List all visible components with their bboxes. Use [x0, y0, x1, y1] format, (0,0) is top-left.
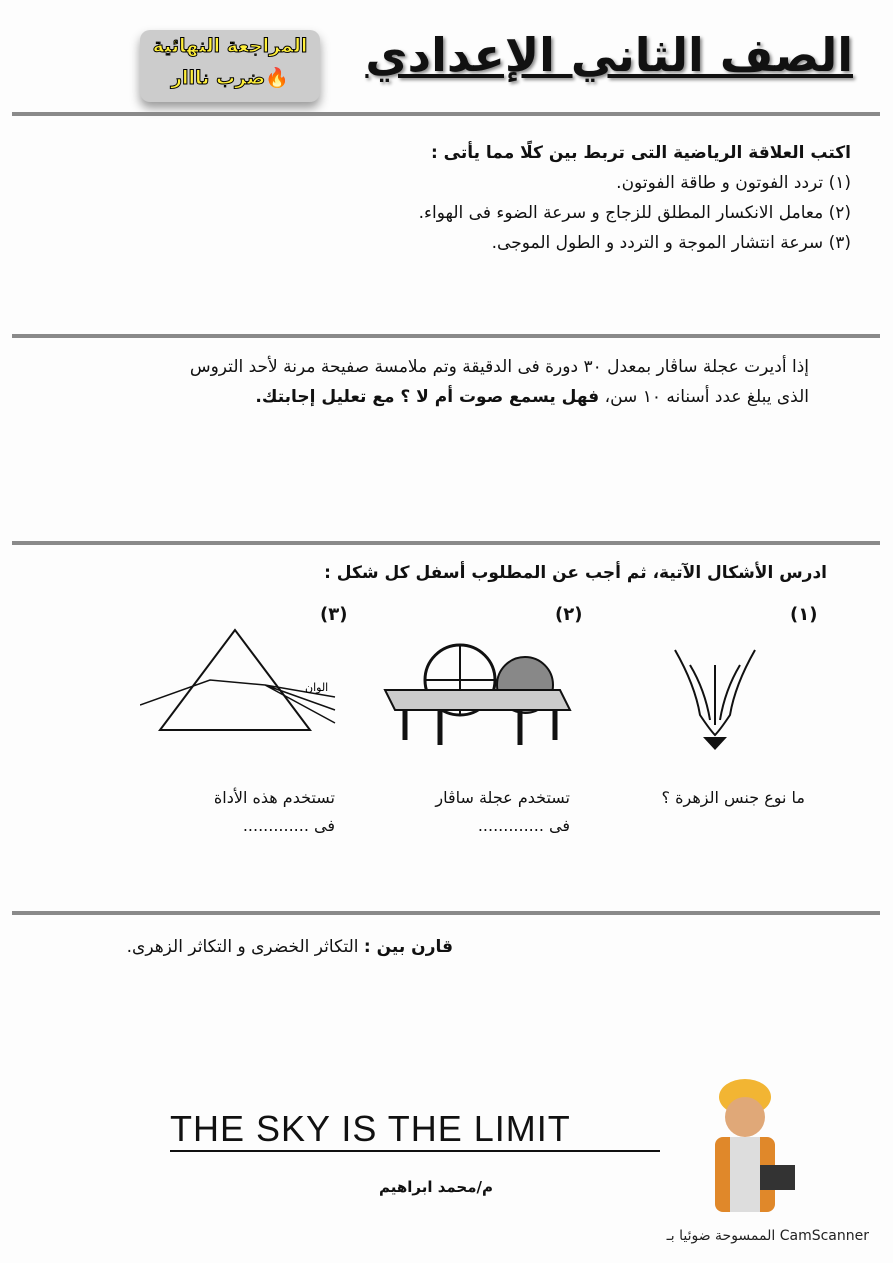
question-2 — [69, 352, 809, 412]
engineer-cartoon — [690, 1075, 805, 1215]
question-4-label: قارن بين : — [363, 937, 453, 957]
figure-1-caption — [662, 784, 805, 812]
divider — [12, 112, 880, 116]
question-2-emphasis: فهل يسمع صوت أم لا ؟ مع تعليل إجابتك. — [255, 387, 600, 407]
page-title: الصف الثاني الإعدادي — [365, 28, 853, 82]
author-name: م/محمد ابراهيم — [378, 1178, 493, 1196]
motto: THE SKY IS THE LIMIT — [170, 1108, 660, 1152]
badge-line-2: ضرب نااار🔥 — [171, 67, 289, 89]
figure-number: (٢) — [555, 604, 583, 625]
question-1-prompt: اكتب العلاقة الرياضية التى تربط بين كلًا مما يأتى : — [430, 143, 851, 163]
question-4-text: التكاثر الخضرى و التكاثر الزهرى. — [126, 937, 364, 957]
figure-number: (٣) — [320, 604, 348, 625]
question-1-item: (٣) سرعة انتشار الموجة و التردد و الطول الموجى. — [491, 233, 851, 253]
figure-number: (١) — [790, 604, 818, 625]
figure-2-caption — [435, 784, 570, 840]
question-4 — [127, 932, 453, 962]
question-3-prompt: ادرس الأشكال الآتية، ثم أجب عن المطلوب أسفل كل شكل : — [324, 563, 827, 583]
colors-label: الوان — [305, 681, 329, 694]
savart-wheel-figure — [380, 640, 580, 755]
question-1-item: (٢) معامل الانكسار المطلق للزجاج و سرعة الضوء فى الهواء. — [418, 203, 851, 223]
prism-figure — [140, 625, 340, 755]
caption-line: تستخدم عجلة ساڤار — [435, 788, 570, 807]
review-badge — [140, 30, 320, 102]
divider — [12, 541, 880, 545]
caption-line: ما نوع جنس الزهرة ؟ — [661, 788, 805, 807]
flower-figure — [665, 645, 765, 755]
badge-line-1: المراجعة النهائية — [152, 35, 308, 57]
question-1 — [31, 138, 851, 258]
question-1-item: (١) تردد الفوتون و طاقة الفوتون. — [616, 173, 851, 193]
caption-line: تستخدم هذه الأداة — [213, 788, 335, 807]
question-2-line: الذى يبلغ عدد أسنانه ١٠ سن، — [599, 387, 809, 407]
figure-3-caption — [214, 784, 335, 840]
question-2-line: إذا أديرت عجلة ساڤار بمعدل ٣٠ دورة فى الدقيقة وتم ملامسة صفيحة مرنة لأحد التروس — [189, 357, 809, 377]
answer-blank: فى ............. — [242, 816, 335, 835]
camscanner-watermark: الممسوحة ضوئيا بـ CamScanner — [666, 1228, 869, 1244]
divider — [12, 334, 880, 338]
answer-blank: فى ............. — [477, 816, 570, 835]
divider — [12, 911, 880, 915]
